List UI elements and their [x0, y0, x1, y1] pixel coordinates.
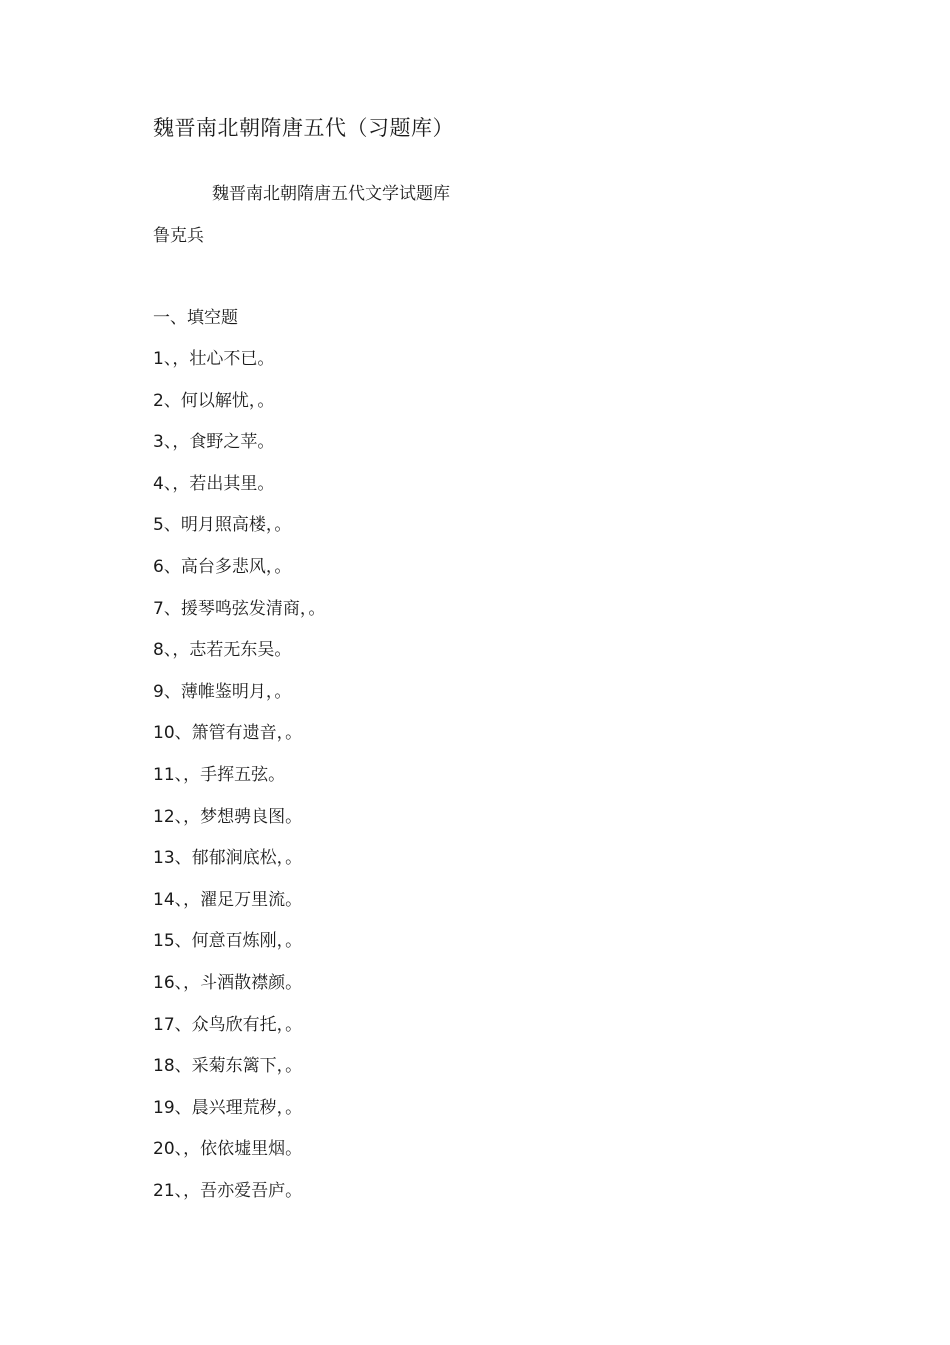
question-item: 7、援琴鸣弦发清商，。 [153, 598, 326, 619]
question-item: 4、，若出其里。 [153, 473, 275, 494]
question-item: 18、采菊东篱下，。 [153, 1056, 303, 1077]
document-subtitle: 魏晋南北朝隋唐五代文学试题库 [212, 184, 450, 204]
question-item: 21、，吾亦爱吾庐。 [153, 1180, 303, 1201]
question-item: 15、何意百炼刚，。 [153, 931, 303, 952]
question-item: 9、薄帷鉴明月，。 [153, 681, 292, 702]
question-item: 10、箫管有遗音，。 [153, 723, 303, 744]
question-item: 3、，食野之苹。 [153, 432, 275, 453]
document-author: 鲁克兵 [153, 226, 204, 246]
section-heading: 一、填空题 [153, 308, 238, 328]
question-item: 5、明月照高楼，。 [153, 515, 292, 536]
question-item: 1、，壮心不已。 [153, 349, 275, 369]
question-item: 13、郁郁涧底松，。 [153, 848, 303, 869]
question-item: 8、，志若无东吴。 [153, 640, 292, 661]
question-item: 17、众鸟欣有托，。 [153, 1014, 303, 1035]
question-item: 11、，手挥五弦。 [153, 764, 286, 785]
question-item: 20、，依依墟里烟。 [153, 1139, 303, 1160]
document-title: 魏晋南北朝隋唐五代（习题库） [153, 116, 454, 140]
question-item: 16、，斗酒散襟颜。 [153, 972, 303, 993]
question-list [153, 346, 325, 1219]
question-item: 19、晨兴理荒秽，。 [153, 1097, 303, 1118]
question-item: 2、何以解忧，。 [153, 390, 275, 411]
question-item: 6、高台多悲风，。 [153, 556, 292, 577]
question-item: 14、，濯足万里流。 [153, 889, 303, 910]
question-item: 12、，梦想骋良图。 [153, 806, 303, 827]
